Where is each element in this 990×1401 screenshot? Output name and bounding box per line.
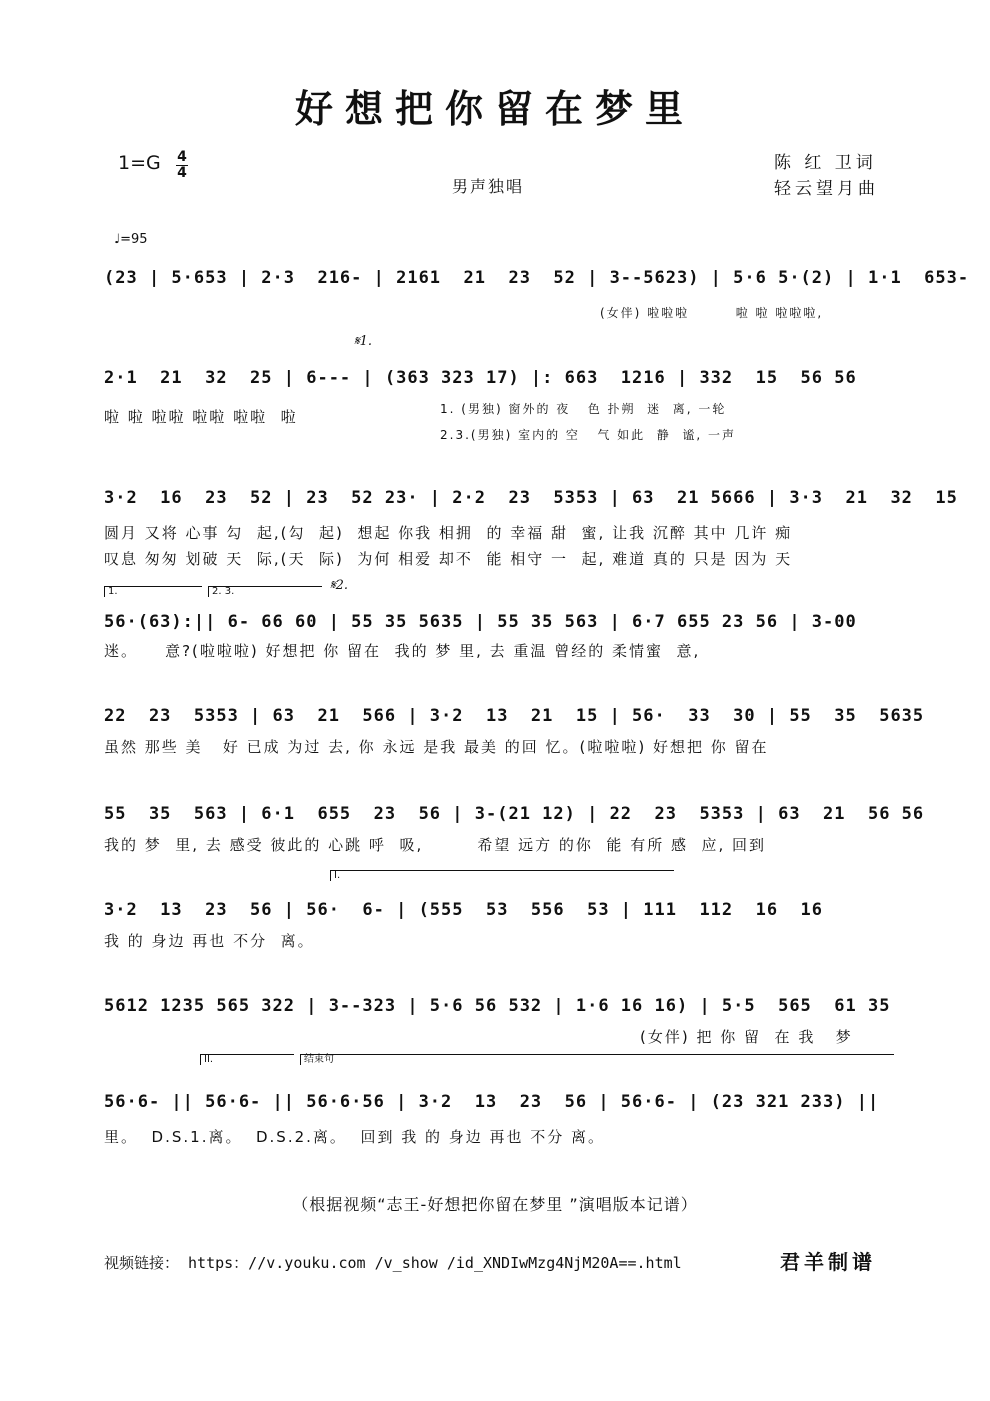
volta-2-3: 2. 3. bbox=[208, 586, 322, 597]
score-row-2 bbox=[104, 362, 894, 402]
lyrics-row-7: 我 的 身边 再也 不分 离。 bbox=[104, 932, 315, 950]
lyrics-row-5: 虽然 那些 美 好 已成 为过 去, 你 永远 是我 最美 的回 忆。(啦啦啦) 好想把 你 留在 bbox=[104, 738, 769, 756]
volta-II: II. bbox=[200, 1054, 294, 1065]
time-signature-bottom: 4 bbox=[177, 165, 187, 181]
volta-1: 1. bbox=[104, 586, 202, 597]
source-note: （根据视频“志王-好想把你留在梦里 ”演唱版本记谱） bbox=[292, 1195, 698, 1214]
lyricist-credit: 陈 红 卫词 bbox=[774, 153, 877, 173]
score-row-7 bbox=[104, 894, 894, 934]
lyrics-row-3-b: 叹息 匆匆 划破 天 际,(天 际) 为何 相爱 却不 能 相守 一 起, 难道 真的 只是 因为 天 bbox=[104, 550, 793, 568]
song-title: 好想把你留在梦里 bbox=[294, 86, 695, 131]
lyrics-row-2-c: 2.3.(男独) 室内的 空 气 如此 静 谧, 一声 bbox=[440, 428, 737, 442]
notes-row-5: 22 23 5353 | 63 21 566 | 3·2 13 21 15 | 56· 33 30 | 55 35 5635 bbox=[104, 706, 925, 726]
time-signature-top: 4 bbox=[177, 149, 187, 165]
notes-row-6: 55 35 563 | 6·1 655 23 56 | 3-(21 12) | 22 23 5353 | 63 21 56 56 bbox=[104, 804, 925, 824]
score-row-9 bbox=[104, 1086, 894, 1126]
video-link[interactable]: 视频链接： https：//v.youku.com /v_show /id_XNDIwMzg4NjM20A==.html bbox=[104, 1254, 682, 1272]
time-signature bbox=[176, 150, 188, 181]
volta-I: I. bbox=[330, 870, 674, 881]
performance-type: 男声独唱 bbox=[452, 177, 525, 196]
lyrics-row-3-a: 圆月 又将 心事 勾 起,(勾 起) 想起 你我 相拥 的 幸福 甜 蜜, 让我 沉醉 其中 几许 痴 bbox=[104, 524, 793, 542]
score-row-8 bbox=[104, 990, 894, 1030]
score-row-5 bbox=[104, 700, 925, 740]
lyrics-row-8: (女伴) 把 你 留 在 我 梦 bbox=[640, 1028, 853, 1046]
tempo-marking: ♩=95 bbox=[114, 232, 148, 247]
notes-row-4: 56·(63):|| 6- 66 60 | 55 35 5635 | 55 35 563 | 6·7 655 23 56 | 3-00 bbox=[104, 612, 857, 632]
notes-row-8: 5612 1235 565 322 | 3--323 | 5·6 56 532 | 1·6 16 16) | 5·5 565 61 35 bbox=[104, 996, 891, 1016]
ending-bracket: 结束句 bbox=[300, 1054, 894, 1065]
lyrics-row-2-a: 啦 啦 啦啦 啦啦 啦啦 啦 bbox=[104, 408, 298, 426]
lyrics-row-6: 我的 梦 里, 去 感受 彼此的 心跳 呼 吸, 希望 远方 的你 能 有所 感 应, 回到 bbox=[104, 836, 767, 854]
lyrics-row-1: (女伴) 啦啦啦 啦 啦 啦啦啦, bbox=[600, 306, 824, 320]
key-signature: 1=G bbox=[118, 152, 161, 174]
segno-2: 𝄋2. bbox=[330, 578, 348, 593]
lyrics-row-4: 迷。 意?(啦啦啦) 好想把 你 留在 我的 梦 里, 去 重温 曾经的 柔情蜜 意, bbox=[104, 642, 701, 660]
notes-row-2: 2·1 21 32 25 | 6--- | (363 323 17) |: 663 1216 | 332 15 56 56 bbox=[104, 368, 857, 388]
transcriber-signature: 君羊制谱 bbox=[780, 1250, 876, 1274]
score-row-3 bbox=[104, 482, 958, 522]
notes-row-1: (23 | 5·653 | 2·3 216- | 2161 21 23 52 | 3--5623) | 5·6 5·(2) | 1·1 653- bbox=[104, 268, 970, 288]
notes-row-9: 56·6- || 56·6- || 56·6·56 | 3·2 13 23 56 | 56·6- | (23 321 233) || bbox=[104, 1092, 880, 1112]
composer-credit: 轻云望月曲 bbox=[774, 179, 879, 199]
lyrics-row-9: 里。 D.S.1.离。 D.S.2.离。 回到 我 的 身边 再也 不分 离。 bbox=[104, 1128, 606, 1146]
lyrics-row-2-b: 1. (男独) 窗外的 夜 色 扑朔 迷 离, 一轮 bbox=[440, 402, 727, 416]
notes-row-7: 3·2 13 23 56 | 56· 6- | (555 53 556 53 | 111 112 16 16 bbox=[104, 900, 824, 920]
segno-1: 𝄋1. bbox=[354, 334, 372, 349]
score-row-6 bbox=[104, 798, 925, 838]
notes-row-3: 3·2 16 23 52 | 23 52 23· | 2·2 23 5353 | 63 21 5666 | 3·3 21 32 15 bbox=[104, 488, 958, 508]
score-row-1 bbox=[104, 262, 970, 302]
